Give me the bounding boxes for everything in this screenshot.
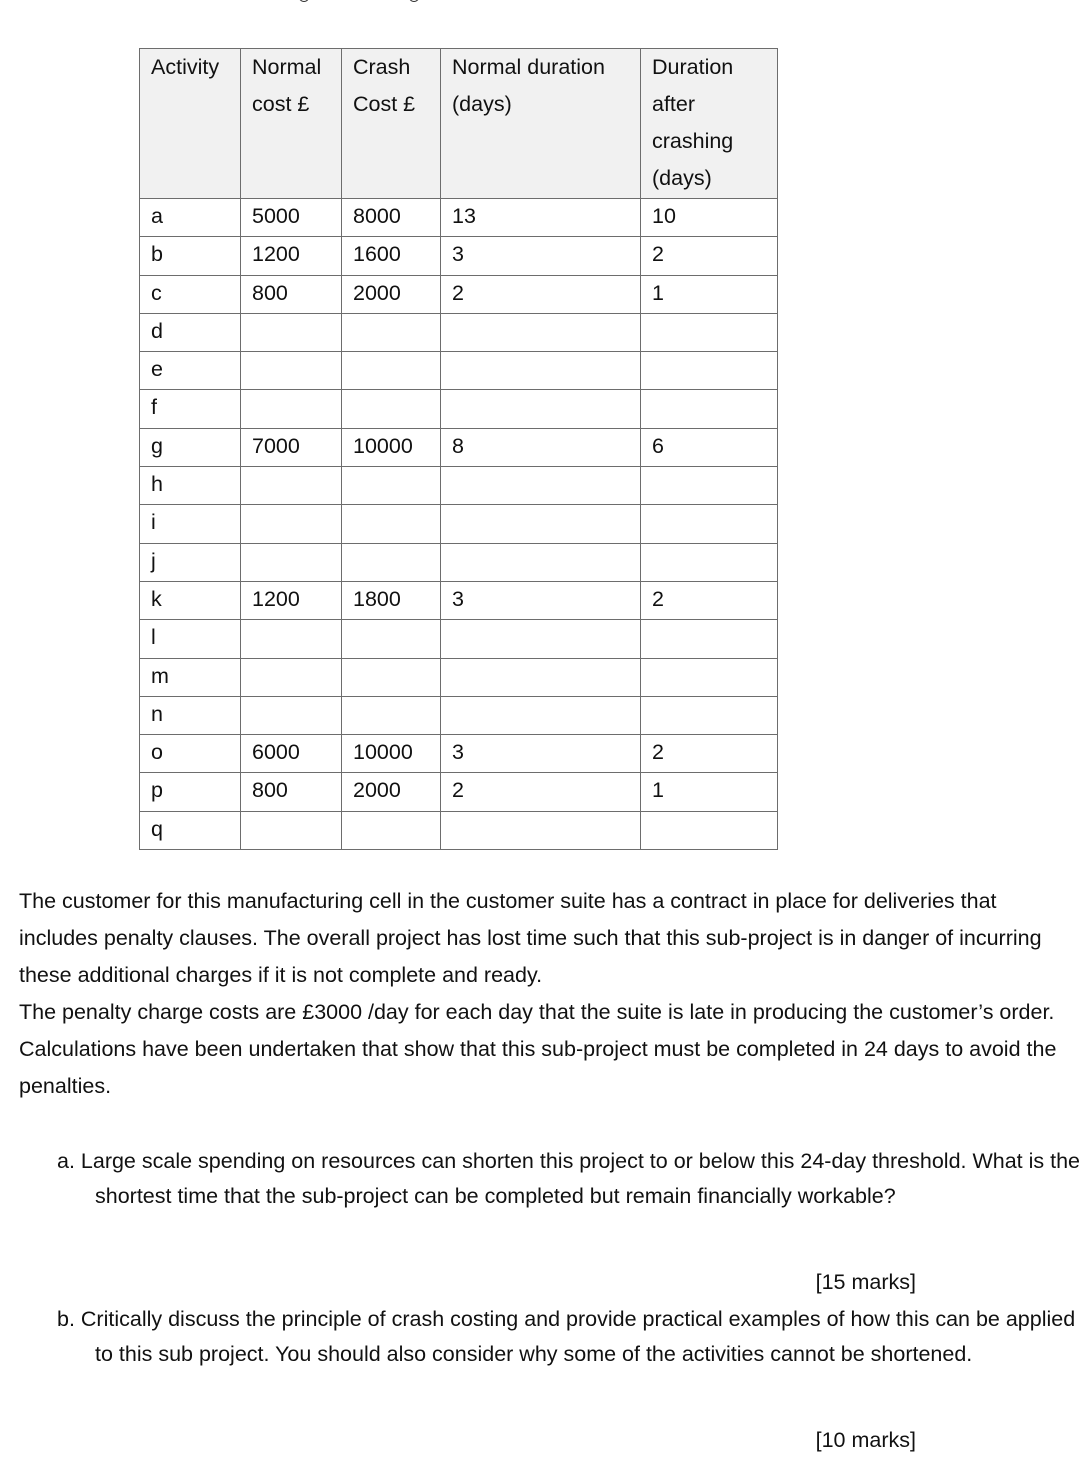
cell-crash-duration (641, 390, 778, 428)
cell-normal-cost (241, 390, 342, 428)
table-row (140, 620, 778, 658)
header-activity: Activity (140, 49, 241, 199)
cell-activity: d (140, 313, 241, 351)
intro-paragraph-1: The customer for this manufacturing cell in the customer suite has a contract in place for deliveries that includes penalty clauses. The overall project has lost time such that this sub-project is in danger of incurring these additional charges if it is not complete and ready. (19, 889, 1042, 987)
cell-normal-cost (241, 811, 342, 849)
table-row (140, 275, 778, 313)
cell-normal-cost: 7000 (241, 428, 342, 466)
table-row (140, 237, 778, 275)
cell-crash-duration: 6 (641, 428, 778, 466)
table-row (140, 428, 778, 466)
cell-normal-duration (441, 467, 641, 505)
cell-normal-cost (241, 543, 342, 581)
cell-activity: j (140, 543, 241, 581)
question-a: a. Large scale spending on resources can shorten this project to or below this 24-day threshold. What is the shortest time that the sub-project can be completed but remain financially workable? (57, 1149, 1080, 1208)
cell-normal-cost: 1200 (241, 581, 342, 619)
cell-activity: o (140, 735, 241, 773)
cell-activity: h (140, 467, 241, 505)
cell-normal-duration: 8 (441, 428, 641, 466)
cell-normal-duration (441, 390, 641, 428)
cell-crash-duration (641, 313, 778, 351)
cell-activity: m (140, 658, 241, 696)
cell-activity: f (140, 390, 241, 428)
cell-crash-duration (641, 658, 778, 696)
cell-crash-duration (641, 352, 778, 390)
cell-crash-cost (342, 467, 441, 505)
cell-activity: q (140, 811, 241, 849)
cell-activity: i (140, 505, 241, 543)
table-row (140, 581, 778, 619)
table-row (140, 696, 778, 734)
cell-normal-cost (241, 696, 342, 734)
cell-crash-duration (641, 543, 778, 581)
cell-crash-cost (342, 352, 441, 390)
header-normal-duration: Normal duration (days) (441, 49, 641, 199)
cell-crash-cost (342, 505, 441, 543)
table-row (140, 467, 778, 505)
cell-crash-cost: 10000 (342, 735, 441, 773)
table-row (140, 543, 778, 581)
cell-normal-duration: 3 (441, 237, 641, 275)
table-row (140, 505, 778, 543)
cell-activity: l (140, 620, 241, 658)
cell-activity: c (140, 275, 241, 313)
cell-normal-duration (441, 696, 641, 734)
table-row (140, 313, 778, 351)
cell-crash-duration (641, 696, 778, 734)
cell-normal-duration: 3 (441, 735, 641, 773)
cell-normal-duration (441, 352, 641, 390)
cell-crash-duration (641, 620, 778, 658)
cell-crash-duration: 2 (641, 237, 778, 275)
cell-crash-duration: 2 (641, 581, 778, 619)
table-header-row (140, 49, 778, 199)
cell-activity: g (140, 428, 241, 466)
open-paren-fragment (298, 0, 310, 2)
cell-crash-duration: 10 (641, 199, 778, 237)
cell-crash-cost: 8000 (342, 199, 441, 237)
table-row (140, 811, 778, 849)
cell-normal-cost (241, 658, 342, 696)
cell-crash-cost (342, 696, 441, 734)
cell-crash-duration (641, 505, 778, 543)
cell-activity: k (140, 581, 241, 619)
cell-crash-duration (641, 811, 778, 849)
cell-activity: e (140, 352, 241, 390)
close-paren-fragment (408, 0, 420, 2)
table-row (140, 658, 778, 696)
cell-crash-duration: 1 (641, 773, 778, 811)
cell-normal-cost (241, 467, 342, 505)
cell-normal-cost (241, 620, 342, 658)
table-body (140, 199, 778, 850)
table-row (140, 390, 778, 428)
cell-crash-duration: 2 (641, 735, 778, 773)
question-a-marks: [15 marks] (815, 1270, 916, 1294)
intro-paragraph-2: The penalty charge costs are £3000 /day for each day that the suite is late in producing the customer’s order. Calculations have been undertaken that show that this sub-project must be completed in 24 days to avoid the penalties. (19, 1000, 1057, 1098)
cell-crash-cost (342, 390, 441, 428)
cell-normal-duration (441, 620, 641, 658)
table-row (140, 773, 778, 811)
cell-normal-duration: 3 (441, 581, 641, 619)
cell-normal-duration (441, 505, 641, 543)
cell-crash-cost (342, 313, 441, 351)
header-crash-duration: Duration after crashing (days) (641, 49, 778, 199)
cell-normal-duration (441, 811, 641, 849)
cell-normal-duration: 13 (441, 199, 641, 237)
cell-crash-cost (342, 543, 441, 581)
table-row (140, 199, 778, 237)
cell-crash-cost (342, 658, 441, 696)
cell-crash-cost: 1800 (342, 581, 441, 619)
cell-normal-cost (241, 313, 342, 351)
cropped-heading-fragment (290, 0, 430, 8)
table-row (140, 735, 778, 773)
cell-activity: b (140, 237, 241, 275)
cell-normal-cost: 1200 (241, 237, 342, 275)
cell-normal-duration (441, 543, 641, 581)
cell-crash-cost: 10000 (342, 428, 441, 466)
cell-normal-cost: 6000 (241, 735, 342, 773)
cell-normal-duration (441, 313, 641, 351)
crash-cost-table (139, 48, 778, 850)
cell-activity: n (140, 696, 241, 734)
cell-crash-duration (641, 467, 778, 505)
cell-activity: p (140, 773, 241, 811)
cell-normal-duration (441, 658, 641, 696)
cell-normal-cost: 800 (241, 275, 342, 313)
cell-crash-cost: 2000 (342, 275, 441, 313)
cell-normal-cost (241, 505, 342, 543)
cell-normal-duration: 2 (441, 275, 641, 313)
header-crash-cost: Crash Cost £ (342, 49, 441, 199)
question-b-marks: [10 marks] (815, 1428, 916, 1452)
header-normal-cost: Normal cost £ (241, 49, 342, 199)
cell-normal-duration: 2 (441, 773, 641, 811)
question-b: b. Critically discuss the principle of crash costing and provide practical examples of how this can be applied to this sub project. You should also consider why some of the activities cannot be shortened. (57, 1307, 1076, 1366)
cell-crash-duration: 1 (641, 275, 778, 313)
cell-crash-cost (342, 620, 441, 658)
cell-crash-cost (342, 811, 441, 849)
cell-normal-cost (241, 352, 342, 390)
table-row (140, 352, 778, 390)
cell-activity: a (140, 199, 241, 237)
cell-crash-cost: 2000 (342, 773, 441, 811)
cell-normal-cost: 5000 (241, 199, 342, 237)
cell-crash-cost: 1600 (342, 237, 441, 275)
cell-normal-cost: 800 (241, 773, 342, 811)
